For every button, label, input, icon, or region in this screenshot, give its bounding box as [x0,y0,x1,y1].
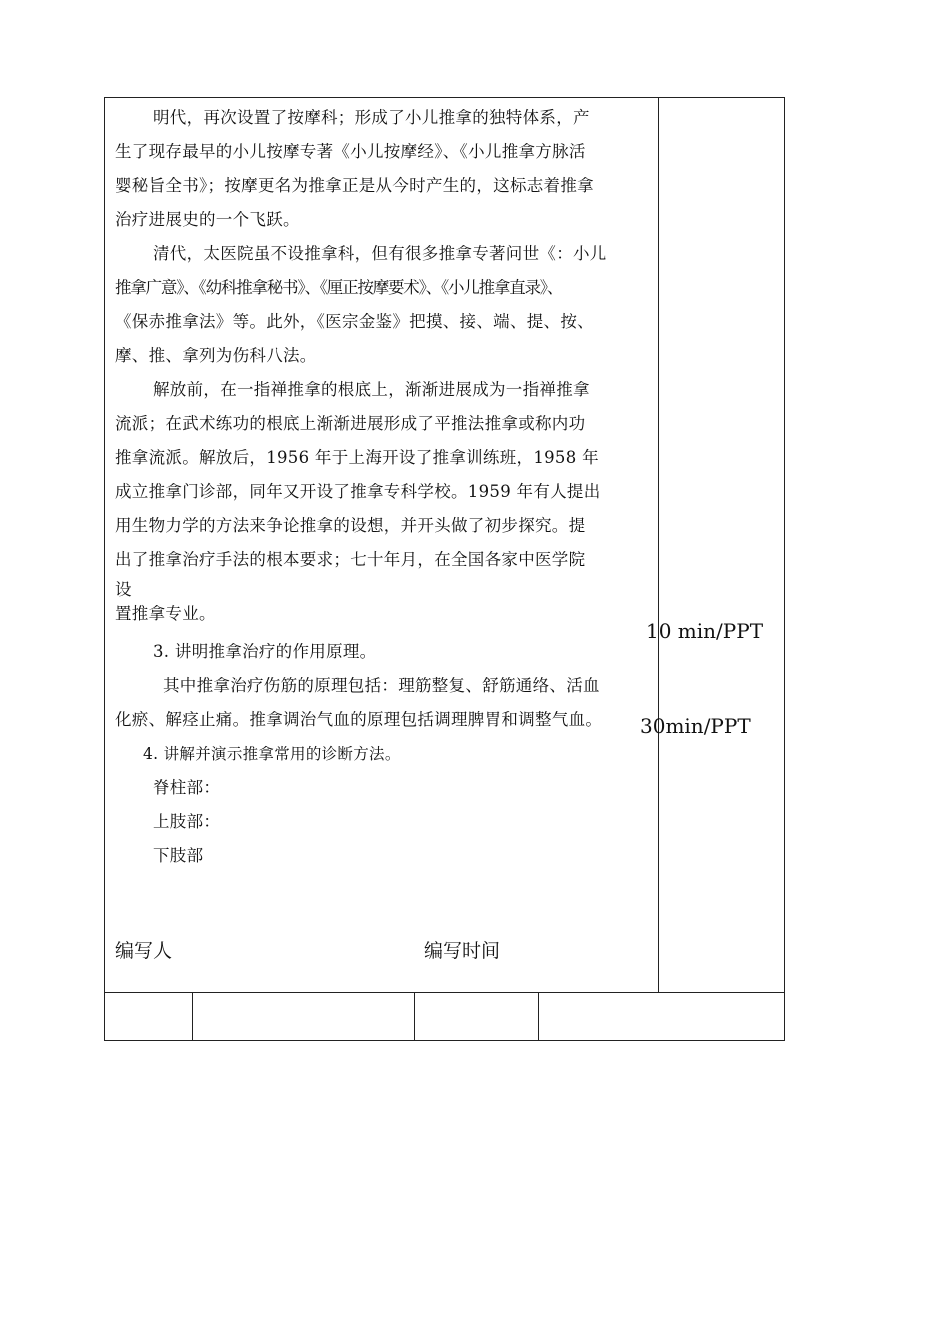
text-line: 摩、推、拿列为伤科八法。 [115,346,317,365]
cell-divider [538,992,539,1040]
text-line: 设 [115,580,132,599]
row-divider [105,992,784,993]
time-label: 编写时间 [424,940,501,962]
text-line: 生了现存最早的小儿按摩专著《小儿按摩经》、《小儿推拿方脉活 [115,142,586,161]
text-line: 流派；在武术练功的根底上渐渐进展形成了平推法推拿或称内功 [115,414,586,433]
content-cell [115,101,663,873]
time-note: 10 min/PPT [646,619,764,643]
lesson-table [104,97,785,1041]
cell-divider [414,992,415,1040]
list-item: 上肢部： [153,812,221,831]
text-line: 出了推拿治疗手法的根本要求；七十年月，在全国各家中医学院 [115,550,586,569]
text-line: 其中推拿治疗伤筋的原理包括：理筋整复、舒筋通络、活血 [163,676,600,695]
list-item: 脊柱部： [153,778,221,797]
text-line: 化瘀、解痉止痛。推拿调治气血的原理包括调理脾胃和调整气血。 [115,710,603,729]
text-line: 用生物力学的方法来争论推拿的设想，并开头做了初步探究。提 [115,516,586,535]
text-line: 成立推拿门诊部，同年又开设了推拿专科学校。1959 年有人提出 [115,482,601,501]
item-4-title: 4. 讲解并演示推拿常用的诊断方法。 [143,745,401,763]
text-line: 婴秘旨全书》；按摩更名为推拿正是从今时产生的，这标志着推拿 [115,176,594,195]
cell-divider [192,992,193,1040]
text-line: 治疗进展史的一个飞跃。 [115,210,300,229]
text-line: 解放前，在一指禅推拿的根底上，渐渐进展成为一指禅推拿 [153,380,590,399]
author-label: 编写人 [115,940,173,962]
text-line: 置推拿专业。 [115,604,216,623]
list-item: 下肢部 [153,846,204,865]
text-line: 《保赤推拿法》等。此外，《医宗金鉴》把摸、接、端、提、按、 [115,312,594,331]
text-line: 推拿流派。解放后，1956 年于上海开设了推拿训练班，1958 年 [115,448,599,467]
item-3-title: 3. 讲明推拿治疗的作用原理。 [153,642,377,661]
time-note: 30min/PPT [640,714,751,738]
text-line: 清代，太医院虽不设推拿科，但有很多推拿专著问世《：小儿 [153,244,607,263]
text-line: 明代，再次设置了按摩科；形成了小儿推拿的独特体系，产 [153,108,590,127]
text-line: 推拿广意》、《幼科推拿秘书》、《厘正按摩要术》、《小儿推拿直录》、 [115,278,563,297]
